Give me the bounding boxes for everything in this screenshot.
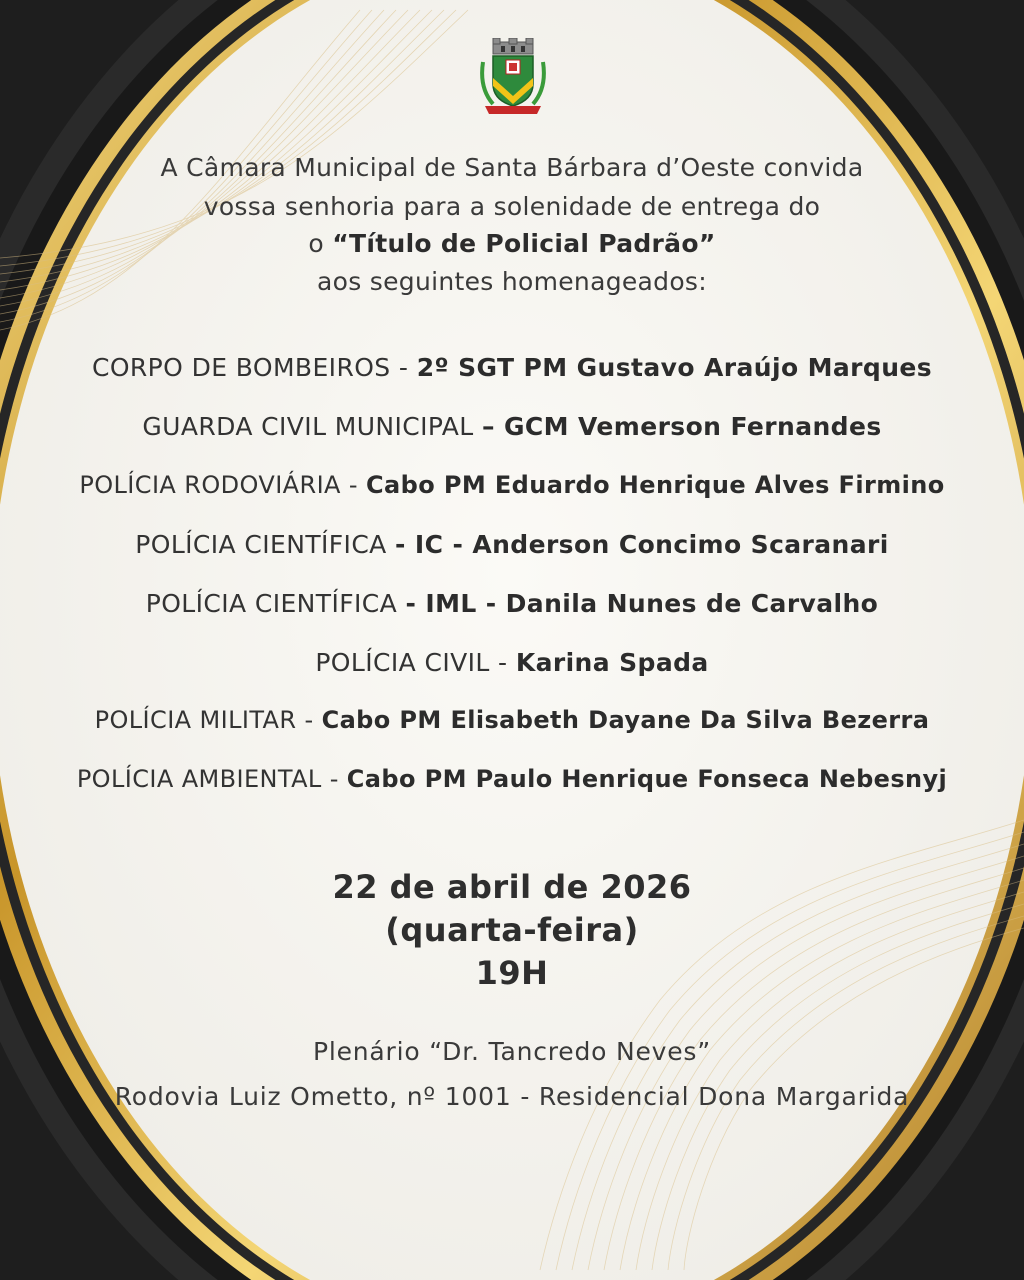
honoree-row (0, 706, 1024, 734)
honoree-org: POLÍCIA CIENTÍFICA (145, 589, 406, 618)
invitation-line-3-prefix: o (308, 229, 333, 258)
honoree-org: POLÍCIA AMBIENTAL - (76, 765, 347, 793)
honoree-row (0, 648, 1024, 677)
venue-name: Plenário “Dr. Tancredo Neves” (312, 1037, 712, 1066)
coat-of-arms-icon (479, 38, 547, 118)
honoree-name: Karina Spada (515, 648, 709, 677)
honoree-row (0, 589, 1024, 618)
honoree-name: Cabo PM Paulo Henrique Fonseca Nebesnyj (346, 765, 948, 793)
honoree-name: Cabo PM Eduardo Henrique Alves Firmino (366, 471, 945, 499)
event-weekday: (quarta-feira) (385, 911, 639, 949)
award-title: “Título de Policial Padrão” (332, 229, 716, 258)
honoree-name: - IC - Anderson Concimo Scaranari (395, 530, 889, 559)
honoree-org: GUARDA CIVIL MUNICIPAL (142, 412, 482, 441)
honoree-row (0, 765, 1024, 793)
honoree-row (0, 530, 1024, 559)
honoree-org: POLÍCIA MILITAR - (94, 706, 322, 734)
honoree-org: CORPO DE BOMBEIROS - (91, 353, 417, 382)
invitation-line-2: vossa senhoria para a solenidade de entrega do (203, 192, 821, 221)
honoree-org: POLÍCIA CIVIL - (315, 648, 516, 677)
honoree-row (0, 471, 1024, 499)
honoree-org: POLÍCIA CIENTÍFICA (135, 530, 396, 559)
invitation-line-3 (0, 229, 1024, 258)
invitation-line-1: A Câmara Municipal de Santa Bárbara d’Oeste convida (160, 153, 864, 182)
event-time: 19H (475, 954, 549, 992)
honoree-org: POLÍCIA RODOVIÁRIA - (79, 471, 366, 499)
invitation-line-4: aos seguintes homenageados: (317, 267, 707, 296)
honoree-row (0, 353, 1024, 382)
honoree-name: – GCM Vemerson Fernandes (481, 412, 882, 441)
honoree-name: - IML - Danila Nunes de Carvalho (405, 589, 879, 618)
honoree-name: 2º SGT PM Gustavo Araújo Marques (416, 353, 933, 382)
venue-address: Rodovia Luiz Ometto, nº 1001 - Residencial Dona Margarida (114, 1082, 910, 1111)
honoree-row (0, 412, 1024, 441)
honoree-name: Cabo PM Elisabeth Dayane Da Silva Bezerra (321, 706, 930, 734)
event-date: 22 de abril de 2026 (332, 868, 692, 906)
